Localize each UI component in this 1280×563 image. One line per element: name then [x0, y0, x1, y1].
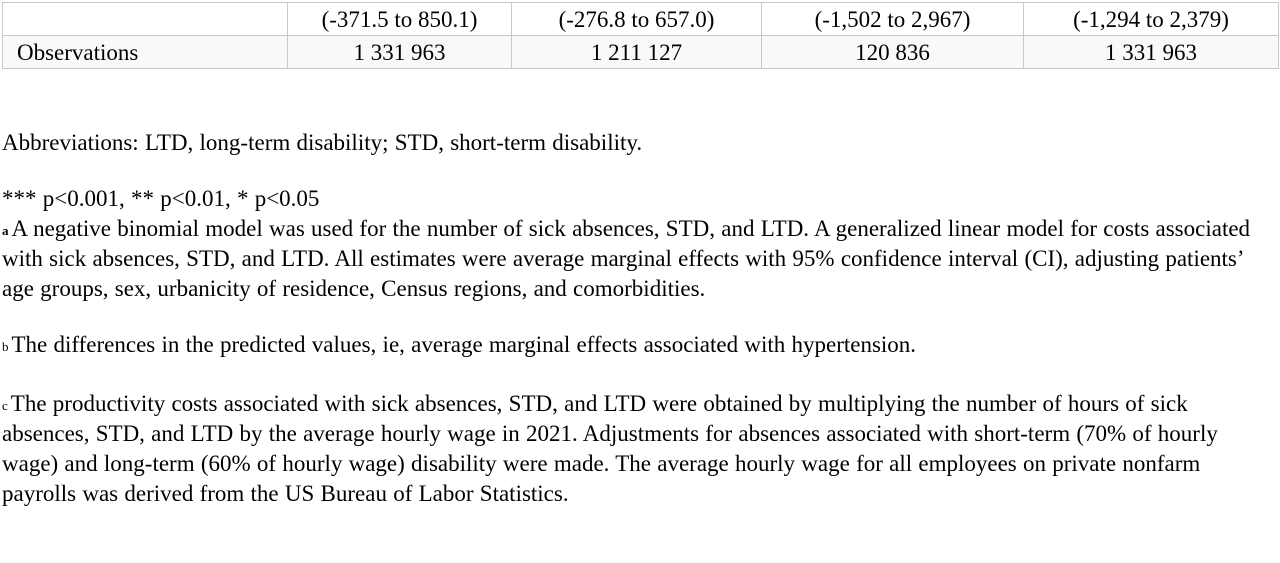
abbreviations-note: Abbreviations: LTD, long-term disability; STD, short-term disability.: [2, 130, 643, 155]
table-cell: 1 331 963: [288, 36, 512, 69]
table-cell: (-371.5 to 850.1): [288, 3, 512, 36]
footnote-marker-a: a: [2, 223, 9, 238]
confidence-interval-row: [3, 3, 1279, 36]
footnote-a: [2, 214, 1278, 304]
table-cell: (-1,294 to 2,379): [1024, 3, 1279, 36]
footnote-a-text: A negative binomial model was used for the number of sick absences, STD, and LTD. A generalized linear model for costs associated with sick absences, STD, and LTD. All estimates were average marginal effects with 95% confidence interval (CI), adjusting patients’ age groups, sex, urbanicity of residence, Census regions, and comorbidities.: [2, 216, 1251, 301]
row-label: Observations: [3, 36, 288, 69]
observations-row: [3, 36, 1279, 69]
table-cell: 1 211 127: [512, 36, 762, 69]
table-cell: [3, 3, 288, 36]
significance-note: *** p<0.001, ** p<0.01, * p<0.05: [2, 186, 320, 211]
table-cell: 120 836: [762, 36, 1024, 69]
table-cell: 1 331 963: [1024, 36, 1279, 69]
table-cell: (-276.8 to 657.0): [512, 3, 762, 36]
footnote-marker-b: b: [2, 339, 9, 354]
footnote-b: [2, 330, 1278, 360]
footnote-c: [2, 389, 1278, 509]
footnote-b-text: The differences in the predicted values, ie, average marginal effects associated with hypertension.: [11, 332, 917, 357]
table-notes: [2, 128, 1278, 509]
results-table: [2, 2, 1279, 69]
footnote-marker-c: c: [2, 398, 8, 413]
footnote-c-text: The productivity costs associated with sick absences, STD, and LTD were obtained by multiplying the number of hours of sick absences, STD, and LTD by the average hourly wage in 2021. Adjustments for absences associated with short-term (70% of hourly wage) and long-term (60% of hourly wage) disability were made. The average hourly wage for all employees on private nonfarm payrolls was derived from the US Bureau of Labor Statistics.: [2, 391, 1218, 506]
table-cell: (-1,502 to 2,967): [762, 3, 1024, 36]
